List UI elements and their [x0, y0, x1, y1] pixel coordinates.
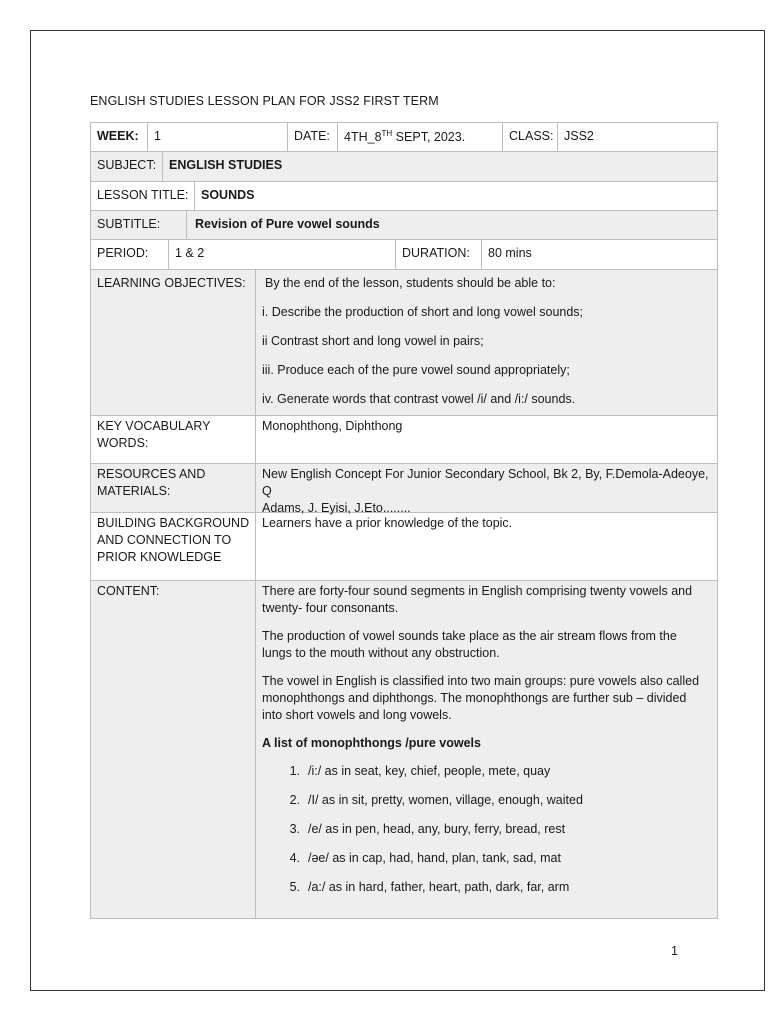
row-content [90, 581, 718, 919]
document-title: ENGLISH STUDIES LESSON PLAN FOR JSS2 FIRST TERM [90, 94, 439, 108]
row-lesson-title [90, 182, 718, 211]
row-subtitle [90, 211, 718, 240]
content-paragraph: The production of vowel sounds take place as the air stream flows from the lungs to the mouth without any obstruction. [262, 629, 677, 660]
lesson-plan-table [90, 122, 718, 919]
period-value: 1 & 2 [175, 246, 205, 260]
objectives-list [256, 270, 718, 415]
resources-value: New English Concept For Junior Secondary School, Bk 2, By, F.Demola-Adeoye, Q Adams, J. Eyisi, J.Eto........ [262, 467, 709, 515]
vowel-list [262, 764, 718, 909]
date-label: DATE: [294, 129, 330, 143]
objective-item: iii. Produce each of the pure vowel sound appropriately; [262, 363, 570, 377]
period-label: PERIOD: [97, 246, 149, 260]
class-label: CLASS: [509, 129, 554, 143]
lesson-title-value: SOUNDS [201, 188, 255, 202]
list-heading: A list of monophthongs /pure vowels [262, 736, 481, 750]
week-value: 1 [154, 129, 161, 143]
list-item: 2. /I/ as in sit, pretty, women, village, enough, waited [289, 793, 583, 807]
lesson-title-label: LESSON TITLE: [97, 188, 189, 202]
content-label: CONTENT: [97, 584, 160, 598]
row-subject [90, 152, 718, 182]
duration-label: DURATION: [402, 246, 470, 260]
content-paragraph: The vowel in English is classified into two main groups: pure vowels also called monophthongs and diphthongs. The monophthongs are further sub – divided into short vowels and long vowels. [262, 674, 700, 722]
row-week-date-class [90, 122, 718, 152]
resources-label: RESOURCES AND MATERIALS: [97, 467, 206, 498]
row-learning-objectives [90, 270, 718, 416]
subject-label: SUBJECT: [97, 158, 157, 172]
content-body [256, 581, 718, 918]
vocabulary-value: Monophthong, Diphthong [262, 419, 403, 433]
objective-intro: By the end of the lesson, students should be able to: [265, 276, 556, 290]
list-item: 3. /e/ as in pen, head, any, bury, ferry, bread, rest [289, 822, 566, 836]
objective-item: iv. Generate words that contrast vowel /i/ and /i:/ sounds. [262, 392, 576, 406]
subject-value: ENGLISH STUDIES [169, 158, 283, 172]
background-value: Learners have a prior knowledge of the topic. [262, 516, 513, 530]
background-label: BUILDING BACKGROUND AND CONNECTION TO PRIOR KNOWLEDGE [97, 516, 250, 564]
list-item: 4. /əe/ as in cap, had, hand, plan, tank, sad, mat [289, 851, 561, 865]
date-value: 4TH_8TH SEPT, 2023. [344, 129, 466, 145]
subtitle-value: Revision of Pure vowel sounds [195, 217, 380, 231]
page-number: 1 [671, 944, 678, 958]
row-period-duration [90, 240, 718, 270]
duration-value: 80 mins [488, 246, 532, 260]
row-building-background [90, 513, 718, 581]
objective-item: i. Describe the production of short and long vowel sounds; [262, 305, 584, 319]
subtitle-label: SUBTITLE: [97, 217, 161, 231]
list-item: 1. /i:/ as in seat, key, chief, people, mete, quay [289, 764, 551, 778]
week-label: WEEK: [97, 129, 139, 143]
class-value: JSS2 [564, 129, 594, 143]
content-paragraph: There are forty-four sound segments in English comprising twenty vowels and twenty- four consonants. [262, 584, 693, 615]
objective-item: ii Contrast short and long vowel in pairs; [262, 334, 484, 348]
vocabulary-label: KEY VOCABULARY WORDS: [97, 419, 211, 450]
row-resources [90, 464, 718, 513]
list-item: 5. /a:/ as in hard, father, heart, path, dark, far, arm [289, 880, 570, 894]
objectives-label: LEARNING OBJECTIVES: [97, 276, 246, 290]
row-key-vocabulary [90, 416, 718, 464]
